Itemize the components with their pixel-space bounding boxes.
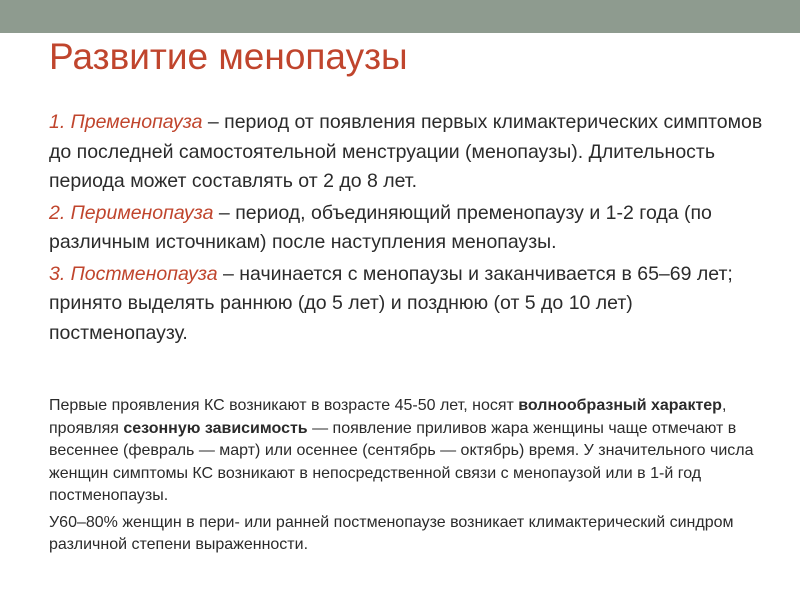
stage-item	[49, 108, 769, 197]
note-text: — появление приливов жара женщины чаще отмечают в весеннее (февраль — март) или осеннее (сентябрь — октябрь) время. У значительного числа женщин симптомы КС возникают в непосредственной связи с менопаузой или в 1-й год постменопаузы.	[49, 419, 754, 504]
note-bold: сезонную зависимость	[123, 419, 308, 437]
stage-text: – период, объединяющий пременопаузу и 1-2 года (по различным источникам) после наступления менопаузы.	[49, 201, 712, 253]
note-paragraph: У60–80% женщин в пери- или ранней постменопаузе возникает климактерический синдром различной степени выраженности.	[49, 513, 734, 553]
stage-term: 1. Пременопауза	[49, 111, 203, 133]
stage-term: 2. Перименопауза	[49, 201, 214, 224]
note-bold: волнообразный характер	[518, 397, 722, 414]
stage-item	[49, 260, 769, 349]
note-text: , проявляя	[49, 397, 727, 437]
note-text: Первые проявления КС возникают в возрасте 45-50 лет, носят	[49, 397, 519, 414]
stage-text: – период от появления первых климактерических симптомов до последней самостоятельной менструации (менопаузы). Длительность периода может составлять от 2 до 8 лет.	[49, 111, 763, 192]
slide-title: Развитие менопаузы	[49, 36, 408, 77]
notes-block	[49, 395, 765, 561]
stage-text: – начинается с менопаузы и заканчивается в 65–69 лет; принято выделять раннюю (до 5 лет) и позднюю (от 5 до 10 лет) постменопаузу.	[49, 262, 733, 344]
stage-item	[49, 199, 769, 258]
note-paragraph	[49, 395, 765, 508]
stage-term: 3. Постменопауза	[49, 262, 218, 285]
top-bar	[0, 0, 800, 33]
stages-list	[49, 108, 769, 350]
